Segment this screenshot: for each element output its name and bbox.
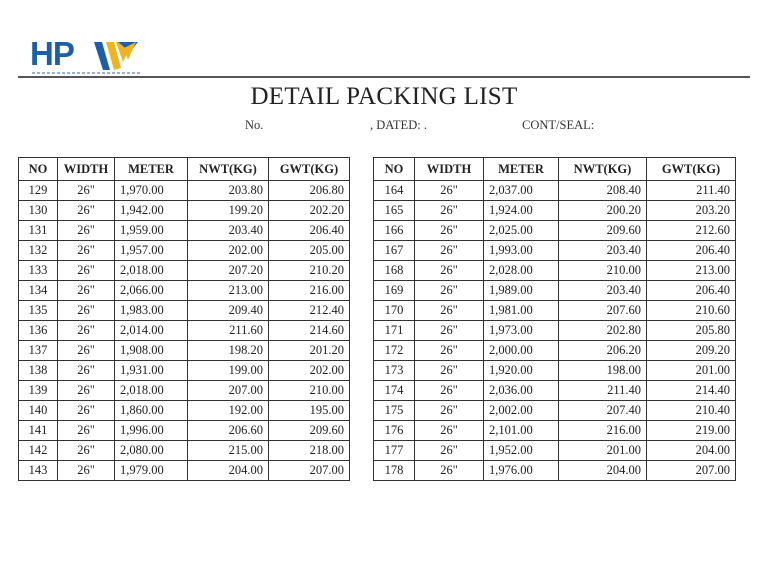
table-header-row xyxy=(19,158,350,181)
cell-width: 26" xyxy=(415,301,484,321)
cell-width: 26" xyxy=(415,221,484,241)
table-row xyxy=(19,421,350,441)
cell-nwt: 200.20 xyxy=(559,201,647,221)
cell-nwt: 210.00 xyxy=(559,261,647,281)
cell-gwt: 205.80 xyxy=(647,321,736,341)
cell-width: 26" xyxy=(415,321,484,341)
column-header-width: WIDTH xyxy=(415,158,484,181)
cell-gwt: 212.60 xyxy=(647,221,736,241)
table-header-row xyxy=(374,158,736,181)
cell-gwt: 218.00 xyxy=(269,441,350,461)
cell-meter: 1,989.00 xyxy=(484,281,559,301)
cell-width: 26" xyxy=(415,461,484,481)
table-row xyxy=(19,261,350,281)
column-header-nwt: NWT(KG) xyxy=(188,158,269,181)
table-row xyxy=(374,321,736,341)
logo-tagline xyxy=(32,72,140,74)
cell-meter: 1,993.00 xyxy=(484,241,559,261)
table-row xyxy=(19,281,350,301)
header-divider xyxy=(18,76,750,78)
packing-table-left xyxy=(18,157,350,481)
cell-no: 142 xyxy=(19,441,58,461)
cell-width: 26" xyxy=(58,441,115,461)
cell-width: 26" xyxy=(58,301,115,321)
column-header-meter: METER xyxy=(115,158,188,181)
cell-nwt: 199.00 xyxy=(188,361,269,381)
cell-nwt: 204.00 xyxy=(559,461,647,481)
cell-width: 26" xyxy=(415,421,484,441)
cell-meter: 2,036.00 xyxy=(484,381,559,401)
cell-meter: 1,920.00 xyxy=(484,361,559,381)
cell-no: 138 xyxy=(19,361,58,381)
cell-gwt: 216.00 xyxy=(269,281,350,301)
table-row xyxy=(374,221,736,241)
cell-no: 134 xyxy=(19,281,58,301)
cell-nwt: 207.60 xyxy=(559,301,647,321)
cell-gwt: 203.20 xyxy=(647,201,736,221)
cell-meter: 2,037.00 xyxy=(484,181,559,201)
cell-no: 139 xyxy=(19,381,58,401)
table-row xyxy=(19,181,350,201)
cell-nwt: 202.00 xyxy=(188,241,269,261)
cell-gwt: 213.00 xyxy=(647,261,736,281)
cell-gwt: 201.20 xyxy=(269,341,350,361)
cell-no: 131 xyxy=(19,221,58,241)
cell-no: 172 xyxy=(374,341,415,361)
cell-gwt: 210.20 xyxy=(269,261,350,281)
cell-gwt: 195.00 xyxy=(269,401,350,421)
cell-meter: 1,996.00 xyxy=(115,421,188,441)
cell-meter: 1,973.00 xyxy=(484,321,559,341)
cell-width: 26" xyxy=(58,261,115,281)
table-row xyxy=(374,201,736,221)
cell-gwt: 205.00 xyxy=(269,241,350,261)
cell-gwt: 201.00 xyxy=(647,361,736,381)
cell-gwt: 202.20 xyxy=(269,201,350,221)
cell-meter: 2,018.00 xyxy=(115,261,188,281)
cell-no: 170 xyxy=(374,301,415,321)
table-row xyxy=(374,241,736,261)
cell-gwt: 207.00 xyxy=(269,461,350,481)
packing-table-right xyxy=(373,157,736,481)
cell-width: 26" xyxy=(415,361,484,381)
cell-gwt: 204.00 xyxy=(647,441,736,461)
cell-meter: 2,018.00 xyxy=(115,381,188,401)
cell-nwt: 215.00 xyxy=(188,441,269,461)
company-logo xyxy=(30,36,142,78)
cell-no: 143 xyxy=(19,461,58,481)
cell-width: 26" xyxy=(415,281,484,301)
cell-gwt: 202.00 xyxy=(269,361,350,381)
cell-nwt: 209.60 xyxy=(559,221,647,241)
dated-label: , DATED: . xyxy=(370,118,427,132)
cell-meter: 2,080.00 xyxy=(115,441,188,461)
table-row xyxy=(374,281,736,301)
cell-meter: 2,101.00 xyxy=(484,421,559,441)
cell-gwt: 214.60 xyxy=(269,321,350,341)
cell-width: 26" xyxy=(58,201,115,221)
cell-nwt: 209.40 xyxy=(188,301,269,321)
cell-meter: 2,014.00 xyxy=(115,321,188,341)
document-number-label: No. xyxy=(245,118,264,132)
table-row xyxy=(374,461,736,481)
cell-gwt: 219.00 xyxy=(647,421,736,441)
cell-no: 132 xyxy=(19,241,58,261)
cell-no: 166 xyxy=(374,221,415,241)
table-row xyxy=(19,201,350,221)
cell-nwt: 198.20 xyxy=(188,341,269,361)
logo-wordmark: HP xyxy=(30,35,74,72)
cell-nwt: 192.00 xyxy=(188,401,269,421)
cell-meter: 1,976.00 xyxy=(484,461,559,481)
cell-meter: 1,931.00 xyxy=(115,361,188,381)
cell-gwt: 207.00 xyxy=(647,461,736,481)
cell-width: 26" xyxy=(415,341,484,361)
cell-nwt: 207.00 xyxy=(188,381,269,401)
cell-gwt: 206.40 xyxy=(269,221,350,241)
cell-width: 26" xyxy=(58,341,115,361)
cell-nwt: 203.40 xyxy=(559,281,647,301)
cell-nwt: 211.60 xyxy=(188,321,269,341)
cell-meter: 2,000.00 xyxy=(484,341,559,361)
cell-width: 26" xyxy=(415,241,484,261)
column-header-gwt: GWT(KG) xyxy=(647,158,736,181)
cell-nwt: 203.40 xyxy=(559,241,647,261)
cell-meter: 1,957.00 xyxy=(115,241,188,261)
cell-gwt: 206.40 xyxy=(647,281,736,301)
table-row xyxy=(374,181,736,201)
cell-nwt: 213.00 xyxy=(188,281,269,301)
table-row xyxy=(374,421,736,441)
cell-no: 173 xyxy=(374,361,415,381)
cell-nwt: 207.40 xyxy=(559,401,647,421)
cell-no: 133 xyxy=(19,261,58,281)
cell-width: 26" xyxy=(58,381,115,401)
cell-gwt: 211.40 xyxy=(647,181,736,201)
table-row xyxy=(374,401,736,421)
cell-no: 175 xyxy=(374,401,415,421)
cell-meter: 1,983.00 xyxy=(115,301,188,321)
cell-no: 164 xyxy=(374,181,415,201)
cell-meter: 1,860.00 xyxy=(115,401,188,421)
cell-meter: 1,942.00 xyxy=(115,201,188,221)
cell-gwt: 210.00 xyxy=(269,381,350,401)
table-row xyxy=(19,401,350,421)
cell-nwt: 204.00 xyxy=(188,461,269,481)
logo-w-mark-icon xyxy=(94,40,138,72)
column-header-no: NO xyxy=(374,158,415,181)
table-row xyxy=(374,381,736,401)
cell-width: 26" xyxy=(58,461,115,481)
cell-meter: 1,981.00 xyxy=(484,301,559,321)
cell-meter: 2,025.00 xyxy=(484,221,559,241)
cell-meter: 1,970.00 xyxy=(115,181,188,201)
cell-nwt: 199.20 xyxy=(188,201,269,221)
table-row xyxy=(374,341,736,361)
table-row xyxy=(19,341,350,361)
cell-width: 26" xyxy=(58,361,115,381)
table-row xyxy=(19,321,350,341)
column-header-no: NO xyxy=(19,158,58,181)
cell-gwt: 212.40 xyxy=(269,301,350,321)
cell-width: 26" xyxy=(58,281,115,301)
table-row xyxy=(374,301,736,321)
cell-no: 135 xyxy=(19,301,58,321)
cell-gwt: 209.60 xyxy=(269,421,350,441)
cell-nwt: 211.40 xyxy=(559,381,647,401)
cell-nwt: 206.60 xyxy=(188,421,269,441)
cell-width: 26" xyxy=(415,181,484,201)
cell-no: 165 xyxy=(374,201,415,221)
cell-width: 26" xyxy=(415,201,484,221)
cell-width: 26" xyxy=(415,261,484,281)
cell-width: 26" xyxy=(58,181,115,201)
cell-nwt: 208.40 xyxy=(559,181,647,201)
table-row xyxy=(374,261,736,281)
table-row xyxy=(19,361,350,381)
cell-width: 26" xyxy=(58,321,115,341)
packing-tables xyxy=(18,157,736,481)
cell-width: 26" xyxy=(415,401,484,421)
cell-gwt: 209.20 xyxy=(647,341,736,361)
cell-no: 140 xyxy=(19,401,58,421)
table-row xyxy=(374,441,736,461)
cell-nwt: 201.00 xyxy=(559,441,647,461)
cell-gwt: 214.40 xyxy=(647,381,736,401)
cell-no: 141 xyxy=(19,421,58,441)
cell-no: 129 xyxy=(19,181,58,201)
table-row xyxy=(19,221,350,241)
cell-gwt: 206.80 xyxy=(269,181,350,201)
cell-nwt: 203.80 xyxy=(188,181,269,201)
cell-no: 167 xyxy=(374,241,415,261)
cell-meter: 2,028.00 xyxy=(484,261,559,281)
cell-nwt: 206.20 xyxy=(559,341,647,361)
cell-meter: 1,952.00 xyxy=(484,441,559,461)
column-header-nwt: NWT(KG) xyxy=(559,158,647,181)
cell-nwt: 198.00 xyxy=(559,361,647,381)
cell-no: 169 xyxy=(374,281,415,301)
cell-meter: 1,908.00 xyxy=(115,341,188,361)
cell-gwt: 206.40 xyxy=(647,241,736,261)
cell-nwt: 202.80 xyxy=(559,321,647,341)
table-row xyxy=(19,381,350,401)
cell-meter: 2,002.00 xyxy=(484,401,559,421)
cell-no: 174 xyxy=(374,381,415,401)
table-row xyxy=(19,461,350,481)
cell-meter: 1,924.00 xyxy=(484,201,559,221)
cell-no: 177 xyxy=(374,441,415,461)
cell-width: 26" xyxy=(415,441,484,461)
cell-width: 26" xyxy=(58,401,115,421)
cell-no: 171 xyxy=(374,321,415,341)
cell-width: 26" xyxy=(58,241,115,261)
cell-no: 176 xyxy=(374,421,415,441)
cell-meter: 1,959.00 xyxy=(115,221,188,241)
column-header-width: WIDTH xyxy=(58,158,115,181)
column-header-gwt: GWT(KG) xyxy=(269,158,350,181)
cont-seal-label: CONT/SEAL: xyxy=(522,118,595,132)
cell-gwt: 210.60 xyxy=(647,301,736,321)
document-title: DETAIL PACKING LIST xyxy=(250,83,518,110)
table-row xyxy=(19,241,350,261)
cell-no: 178 xyxy=(374,461,415,481)
cell-meter: 1,979.00 xyxy=(115,461,188,481)
cell-width: 26" xyxy=(415,381,484,401)
cell-width: 26" xyxy=(58,421,115,441)
cell-nwt: 207.20 xyxy=(188,261,269,281)
table-row xyxy=(19,441,350,461)
column-header-meter: METER xyxy=(484,158,559,181)
cell-nwt: 203.40 xyxy=(188,221,269,241)
table-spacer xyxy=(350,157,373,481)
cell-gwt: 210.40 xyxy=(647,401,736,421)
table-row xyxy=(374,361,736,381)
cell-meter: 2,066.00 xyxy=(115,281,188,301)
cell-no: 136 xyxy=(19,321,58,341)
cell-no: 137 xyxy=(19,341,58,361)
cell-no: 130 xyxy=(19,201,58,221)
cell-nwt: 216.00 xyxy=(559,421,647,441)
cell-width: 26" xyxy=(58,221,115,241)
table-row xyxy=(19,301,350,321)
cell-no: 168 xyxy=(374,261,415,281)
